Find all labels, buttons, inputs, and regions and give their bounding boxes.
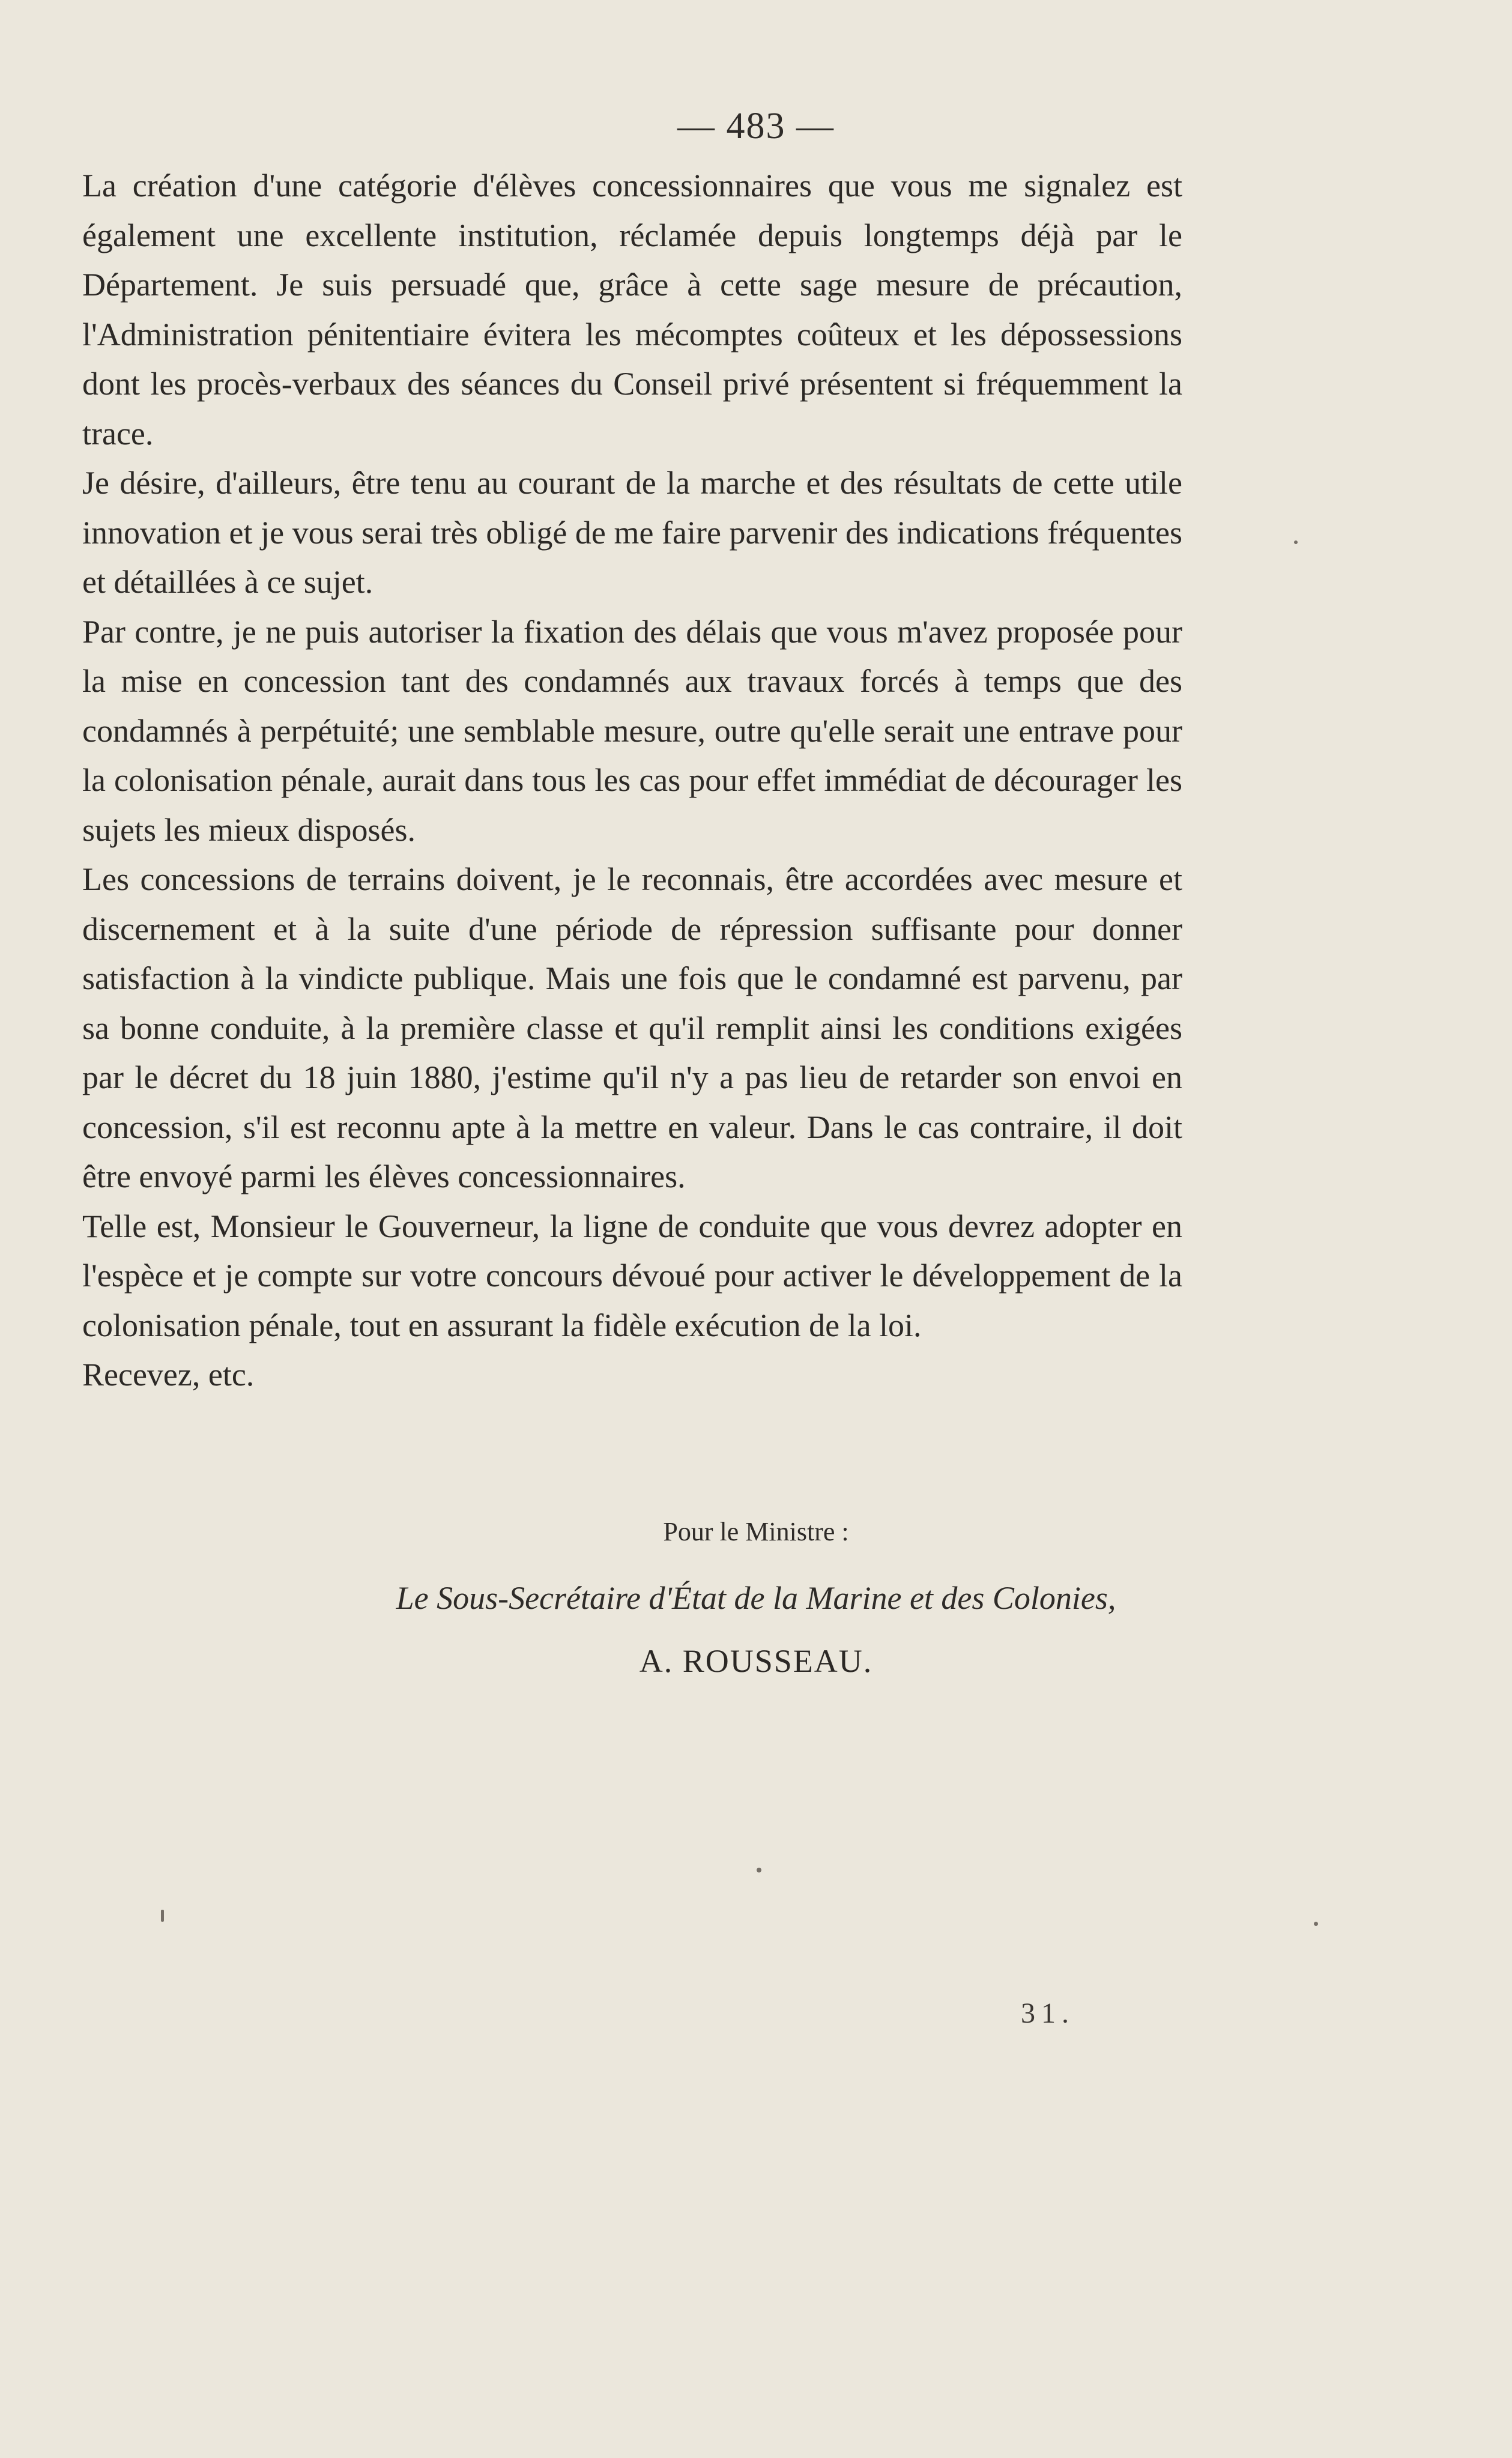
paragraph-1: La création d'une catégorie d'élèves concessionnaires que vous me signalez est également une excellente institution, réclamée depuis longtemps déjà par le Département. Je suis persuadé que, grâce à cette sage mesure de précaution, l'Administration pénitentiaire évitera les mécomptes coûteux et les dépossessions dont les procès-verbaux des séances du Conseil privé présentent si fréquemment la trace.: [82, 168, 1182, 452]
official-title-line: Le Sous-Secrétaire d'État de la Marine et des Colonies,: [396, 1580, 1116, 1616]
signatory-name: A. ROUSSEAU.: [639, 1643, 873, 1679]
paragraph-6: Recevez, etc.: [82, 1357, 255, 1393]
body-text: [82, 161, 1182, 1400]
ink-speck: [1294, 540, 1298, 544]
signature-mark: 31.: [1021, 1997, 1075, 2029]
page-number-header: — 483 —: [677, 106, 835, 147]
paragraph-2: Je désire, d'ailleurs, être tenu au courant de la marche et des résultats de cette utile innovation et je vous serai très obligé de me faire parvenir des indications fréquentes et détaillées à ce sujet.: [82, 465, 1182, 600]
signoff-line: Pour le Ministre :: [663, 1517, 849, 1546]
ink-speck: [757, 1868, 761, 1872]
ink-speck: [1314, 1922, 1318, 1926]
paragraph-4: Les concessions de terrains doivent, je le reconnais, être accordées avec mesure et discernement et à la suite d'une période de répression suffisante pour donner satisfaction à la vindicte publique. Mais une fois que le condamné est parvenu, par sa bonne conduite, à la première classe et qu'il remplit ainsi les conditions exigées par le décret du 18 juin 1880, j'estime qu'il n'y a pas lieu de retarder son envoi en concession, s'il est reconnu apte à la mettre en valeur. Dans le cas contraire, il doit être envoyé parmi les élèves concessionnaires.: [82, 861, 1182, 1194]
ink-speck: [161, 1910, 164, 1922]
paragraph-5: Telle est, Monsieur le Gouverneur, la ligne de conduite que vous devrez adopter en l'espèce et je compte sur votre concours dévoué pour activer le développement de la colonisation pénale, tout en assurant la fidèle exécution de la loi.: [82, 1208, 1182, 1343]
paragraph-3: Par contre, je ne puis autoriser la fixation des délais que vous m'avez proposée pour la mise en concession tant des condamnés aux travaux forcés à temps que des condamnés à perpétuité; une semblable mesure, outre qu'elle serait une entrave pour la colonisation pénale, aurait dans tous les cas pour effet immédiat de décourager les sujets les mieux disposés.: [82, 613, 1182, 848]
